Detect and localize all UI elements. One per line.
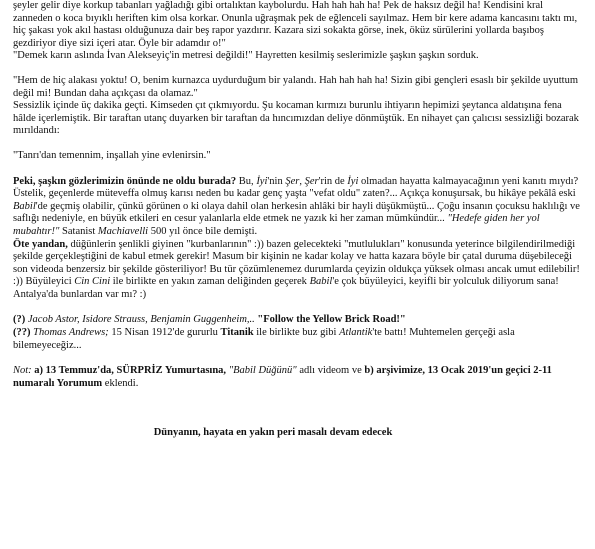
paragraph-note: [13, 365, 583, 390]
text-run: ,: [299, 175, 305, 187]
text-run: düğünlerin şenlikli giyinen "kurbanlarının" :)) bazen gelecekteki "mutlulukları" konusunda yeterince bilgilendirilmediği şekilde gerçekleştiğini de kabul etmek gerekir! Masum bir kişinin ne kadar kolay ve hatta kazara böyle bir çatal duruma düşebileceği son videoda benzersiz bir şekilde gösteriliyor! Bu tür çözümlenemez durumlarda çeyizin oldukça yüksek olması ancak umut edilebilir! :)) Büyüleyici: [13, 238, 580, 288]
italic-word-iyi: İyi: [256, 175, 268, 187]
text-run: 15 Nisan 1912'de gururlu: [108, 327, 221, 339]
paragraph-narration: Sessizlik içinde üç dakika geçti. Kimseden çıt çıkmıyordu. Şu kocaman kırmızı burunlu ihtiyarın hepimizi şeytanca aldatışına fena hâlde içerlemiştik. Bir taraftan utanç duyarken bir taraftan da hıncımızdan deliye dönmüştük. En nihayet çan çalıcısı sessizliği bozarak mırıldandı:: [13, 100, 579, 137]
note-part-a: a) 13 Temmuz'da, SÜRPRİZ Yumurtasına,: [31, 365, 227, 377]
text-run: Satanist: [59, 225, 98, 237]
italic-word-atlantik: Atlantik: [339, 327, 373, 339]
text-run: 'nin: [267, 175, 286, 187]
paragraph-question-quote: "Demek karın aslında İvan Alekseyiç'in metresi değildi!" Hayretten kesilmiş seslerimizle şaşkın şaşkın sorduk.: [13, 50, 479, 62]
italic-word-cin-cini: Cin Cini: [74, 276, 111, 288]
italic-names-list: Jacob Astor, Isidore Strauss, Benjamin Guggenheim,..: [27, 314, 255, 326]
spacer: [13, 163, 583, 176]
italic-video-title: "Babil Düğünü": [228, 365, 297, 377]
italic-word-ser: Şer: [285, 175, 300, 187]
paragraph-story-1: şeyler gelir diye korkup tabanları yağladığı gibi ortalıktan kaybolurdu. Hah hah hah ha! Pek de haksız değil ha! Kendisini kral zanneden o koca bıyıklı heriften kim olsa korkar. Onunla uğraşmak pek de eğlenceli sayılmaz. Hem bir kere adama kancasını taktı mı, hiç şakası yok akıl hastası olduğunuza dair beş rapor yazdırır. Kazara sizi sokakta görse, inek, öküz sürülerini yollarda başıboş gezdiriyor diye sizi içeri atar. Öyle bir adamdır o!": [13, 0, 578, 49]
paragraph-titanic-notes: [13, 314, 583, 352]
text-run: adlı videom ve: [296, 365, 365, 377]
paragraph-blessing-quote: "Tanrı'dan temennim, inşallah yine evlenirsin.": [13, 149, 211, 161]
note-label: Not:: [13, 365, 32, 377]
italic-word-babil: Babil: [13, 200, 36, 212]
text-run: 'de geçmiş olabilir, çünkü görünen o ki olaya dahil olan herkesin ahlâki bir hayli düşükmüştü... Çoğu insanın çocuksu haklılığı ve saflığı nedeniyle, en büyük etkileri en cesur yalanlarla elde etmek ne yazık ki her zaman mümkündür...: [13, 200, 580, 225]
text-run: olmadan hayatta kalmayacağının yeni kanıtı mıydı? Üstelik, geçenlerde müteveffa olmuş karısı neden bu kadar genç yaşta "vefat oldu" zaten?... Açıkça konuşursak, bu hikâye pekâlâ eski: [13, 175, 579, 200]
text-run: ile birlikte en yakın zaman deliğinden geçerek: [110, 276, 310, 288]
paragraph-story-2: "Hem de hiç alakası yoktu! O, benim kurnazca uydurduğum bir yalandı. Hah hah hah ha! Sizin gibi gençleri esaslı bir şekilde uyuttum değil mi! Bundan daha açıkçası da olamaz.": [13, 74, 579, 99]
text-run: 500 yıl önce bile demişti.: [148, 225, 258, 237]
commentary-question: Peki, şaşkın gözlerimizin önünde ne oldu burada?: [13, 175, 237, 187]
text-run: 'rin de: [318, 175, 348, 187]
text-run: 'e çok büyüleyici, keyifli bir yolculuk diliyorum sana! Antalya'da bunlardan var mı? :): [13, 276, 559, 300]
italic-quote-motto: "Hedefe giden her yol mubahtır!": [13, 213, 540, 237]
footnote-marker: (??): [13, 327, 31, 339]
spacer: [13, 63, 583, 75]
commentary-on-the-other-hand: Öte yandan,: [13, 238, 68, 250]
italic-word-machiavelli: Machiavelli: [97, 225, 149, 237]
note-part-b: b) arşivimize, 13 Ocak 2019'un geçici 2-11 numaralı Yorumum: [13, 365, 552, 389]
bold-word-titanik: Titanik: [220, 327, 254, 339]
text-run: ile birlikte buz gibi: [253, 327, 340, 339]
italic-word-ser: Şer: [304, 175, 319, 187]
bold-yellow-brick-road: "Follow the Yellow Brick Road!": [257, 314, 406, 326]
footnote-marker: (?): [13, 314, 26, 326]
italic-name-thomas-andrews: Thomas Andrews;: [33, 327, 109, 339]
spacer: [13, 352, 583, 365]
italic-word-iyi: İyi: [347, 175, 359, 187]
italic-word-babil: Babil: [309, 276, 333, 288]
spacer: [13, 138, 583, 150]
paragraph-commentary: [13, 176, 583, 302]
text-run: Bu,: [236, 175, 257, 187]
closing-line: Dünyanın, hayata en yakın peri masalı devam edecek: [153, 427, 393, 439]
text-run: 'te battı! Muhtemelen gerçeği asla bilemeyeceğiz...: [13, 327, 515, 351]
spacer: [13, 301, 583, 314]
text-run: eklendi.: [102, 377, 139, 389]
